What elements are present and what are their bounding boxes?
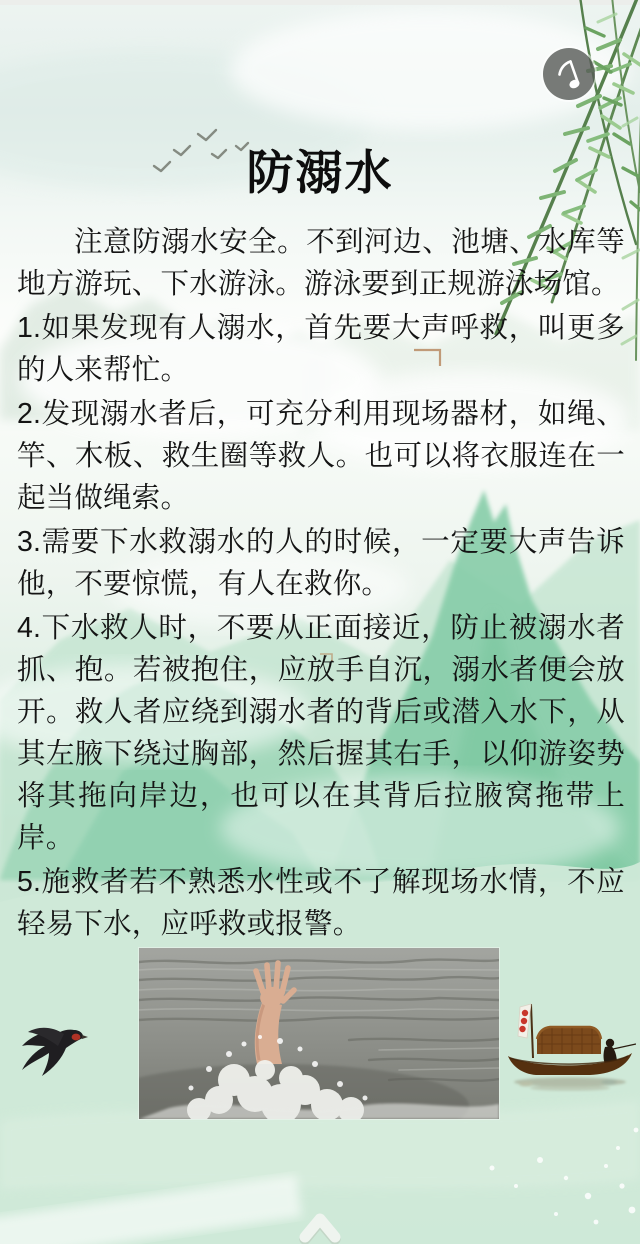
chevron-up-icon[interactable] — [296, 1208, 344, 1244]
rule-item-1: 1.如果发现有人溺水，首先要大声呼救，叫更多的人来帮忙。 — [17, 312, 625, 386]
fishing-boat-decor — [506, 998, 636, 1094]
rule-item-4: 4.下水救人时，不要从正面接近，防止被溺水者抓、抱。若被抱住，应放手自沉，溺水者便会放开。救人者应绕到溺水者的背后或潜入水下，从其左腋下绕过胸部，然后握其右手，以仰游姿势将其拖向岸边，也可以在其背后拉腋窝拖带上岸。 — [17, 612, 625, 854]
corner-mark-decor — [412, 348, 444, 370]
music-button[interactable] — [543, 48, 595, 100]
music-note-icon — [543, 48, 595, 100]
swallow-decor — [20, 1020, 90, 1082]
rule-item-3: 3.需要下水救溺水的人的时候，一定要大声告诉他，不要惊慌，有人在救你。 — [17, 526, 625, 600]
article-body — [0, 221, 640, 945]
corner-mark-small-decor — [318, 652, 336, 664]
rule-item-2: 2.发现溺水者后，可充分利用现场器材，如绳、竿、木板、救生圈等救人。也可以将衣服连在一起当做绳索。 — [17, 398, 625, 514]
drowning-hand-photo — [139, 948, 499, 1119]
page-title: 防溺水 — [246, 146, 394, 199]
rule-item-5: 5.施救者若不熟悉水性或不了解现场水情，不应轻易下水，应呼救或报警。 — [17, 866, 625, 940]
intro-paragraph: 注意防溺水安全。不到河边、池塘、水库等地方游玩、下水游泳。游泳要到正规游泳场馆。 — [17, 226, 625, 300]
